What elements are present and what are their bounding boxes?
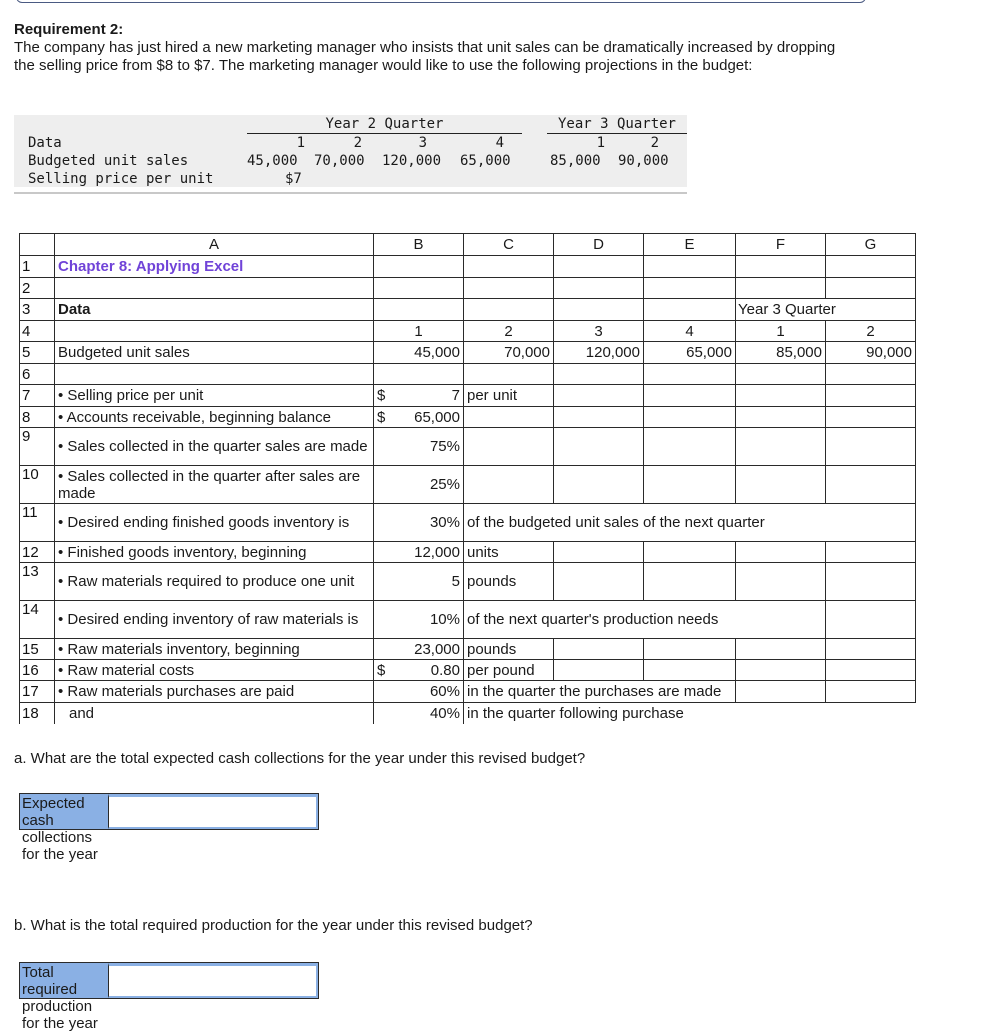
question-a-text: a. What are the total expected cash collections for the year under this revised budget? (14, 750, 586, 767)
row-number: 3 (20, 299, 55, 321)
rm-purchases-paid-same-note: in the quarter the purchases are made (464, 681, 736, 703)
currency-symbol: $ (377, 408, 386, 426)
budgeted-unit-sales-label: Budgeted unit sales (55, 342, 374, 364)
desired-ending-fg-inventory-note: of the budgeted unit sales of the next quarter (464, 504, 916, 542)
row-number: 2 (20, 278, 55, 299)
quarter-number: 2 (353, 135, 362, 151)
fg-inventory-beginning-label: • Finished goods inventory, beginning (55, 542, 374, 563)
selling-price-value: $7 (285, 171, 302, 187)
required-production-label: Total required production for the year (20, 963, 108, 998)
row-number: 4 (20, 321, 55, 342)
sales-value: 70,000 (464, 342, 554, 364)
table-row (20, 681, 916, 703)
row-number: 6 (20, 364, 55, 385)
table-row (20, 428, 916, 466)
selling-price-label: • Selling price per unit (55, 385, 374, 407)
rm-purchases-paid-next-value: 40% (374, 703, 464, 724)
required-production-answer-row (19, 962, 319, 1032)
projection-data-block (14, 115, 687, 187)
data-section-label: Data (55, 299, 374, 321)
quarter-number: 3 (418, 135, 427, 151)
row-number: 11 (20, 504, 55, 542)
row-number: 9 (20, 428, 55, 466)
requirement-text: The company has just hired a new marketing manager who insists that unit sales can be dramatically increased by dropping the selling price from $8 to $7. The marketing manager would like to use the following projections in the budget: (14, 39, 836, 74)
sales-collected-same-quarter-label: • Sales collected in the quarter sales are made (55, 428, 374, 466)
sales-value: 45,000 (374, 342, 464, 364)
cash-collections-answer-row (19, 793, 319, 863)
row-number: 18 (20, 703, 55, 724)
excel-sheet (19, 233, 916, 724)
sales-collected-same-quarter-value: 75% (374, 428, 464, 466)
column-header[interactable]: C (464, 234, 554, 256)
fg-inventory-beginning-note: units (464, 542, 554, 563)
year3-quarter-header: Year 3 Quarter (547, 115, 687, 134)
rm-inventory-beginning-value: 23,000 (374, 639, 464, 660)
quarter-number: 1 (736, 321, 826, 342)
row-number: 8 (20, 407, 55, 428)
table-row (20, 278, 916, 299)
table-row (20, 299, 916, 321)
desired-ending-fg-inventory-label: • Desired ending finished goods inventory is (55, 504, 374, 542)
row-number: 10 (20, 466, 55, 504)
table-row (20, 639, 916, 660)
data-label: Data (28, 135, 62, 151)
sales-value: 65,000 (460, 153, 511, 169)
table-row (20, 563, 916, 601)
raw-material-costs-label: • Raw material costs (55, 660, 374, 681)
sales-value: 65,000 (644, 342, 736, 364)
sales-value: 70,000 (314, 153, 365, 169)
raw-material-costs-value: 0.80 (430, 661, 460, 679)
currency-symbol: $ (377, 387, 386, 404)
rm-inventory-beginning-label: • Raw materials inventory, beginning (55, 639, 374, 660)
table-row (20, 542, 916, 563)
table-row (20, 660, 916, 681)
desired-ending-rm-inventory-value: 10% (374, 601, 464, 639)
row-number: 1 (20, 256, 55, 278)
table-row (20, 407, 916, 428)
table-row (20, 364, 916, 385)
accounts-receivable-value: 65,000 (414, 408, 460, 426)
currency-symbol: $ (377, 661, 386, 679)
column-header[interactable]: B (374, 234, 464, 256)
sales-collected-next-quarter-label: • Sales collected in the quarter after sales are made (55, 466, 374, 504)
accounts-receivable-label: • Accounts receivable, beginning balance (55, 407, 374, 428)
column-header[interactable]: G (826, 234, 916, 256)
row-number: 14 (20, 601, 55, 639)
row-number: 7 (20, 385, 55, 407)
column-header-row (20, 234, 916, 256)
year2-quarter-header: Year 2 Quarter (247, 115, 522, 134)
corner-cell (20, 234, 55, 256)
sales-value: 120,000 (554, 342, 644, 364)
raw-materials-per-unit-value: 5 (374, 563, 464, 601)
table-row (20, 342, 916, 364)
raw-materials-per-unit-note: pounds (464, 563, 554, 601)
desired-ending-rm-inventory-note: of the next quarter's production needs (464, 601, 826, 639)
row-number: 13 (20, 563, 55, 601)
quarter-number: 2 (650, 135, 659, 151)
selling-price-value: 7 (451, 387, 460, 404)
required-production-input[interactable] (108, 963, 318, 998)
sales-collected-next-quarter-value: 25% (374, 466, 464, 504)
desired-ending-rm-inventory-label: • Desired ending inventory of raw materials is (55, 601, 374, 639)
row-number: 5 (20, 342, 55, 364)
quarter-number: 1 (374, 321, 464, 342)
quarter-number: 4 (644, 321, 736, 342)
table-row (20, 504, 916, 542)
table-row (20, 466, 916, 504)
quarter-number: 3 (554, 321, 644, 342)
desired-ending-fg-inventory-value: 30% (374, 504, 464, 542)
table-row (20, 703, 916, 724)
quarter-number: 2 (464, 321, 554, 342)
sheet-title: Chapter 8: Applying Excel (55, 256, 374, 278)
rm-purchases-paid-label: • Raw materials purchases are paid (55, 681, 374, 703)
sales-value: 45,000 (247, 153, 298, 169)
column-header[interactable]: D (554, 234, 644, 256)
sales-value: 90,000 (618, 153, 669, 169)
row-number: 12 (20, 542, 55, 563)
table-row (20, 385, 916, 407)
table-row (20, 321, 916, 342)
quarter-number: 1 (596, 135, 605, 151)
sales-value: 90,000 (826, 342, 916, 364)
table-row (20, 601, 916, 639)
row-number: 16 (20, 660, 55, 681)
question-b-text: b. What is the total required production for the year under this revised budget? (14, 917, 533, 934)
quarter-number: 2 (826, 321, 916, 342)
selling-price-label: Selling price per unit (28, 171, 214, 187)
requirement-title: Requirement 2: (14, 21, 124, 38)
rm-purchases-and-label: and (55, 703, 374, 724)
sales-value: 85,000 (736, 342, 826, 364)
raw-materials-per-unit-label: • Raw materials required to produce one unit (55, 563, 374, 601)
column-header[interactable]: F (736, 234, 826, 256)
row-number: 17 (20, 681, 55, 703)
column-header[interactable]: E (644, 234, 736, 256)
raw-material-costs-note: per pound (464, 660, 554, 681)
rm-inventory-beginning-note: pounds (464, 639, 554, 660)
table-row (20, 256, 916, 278)
quarter-number: 1 (296, 135, 305, 151)
sales-value: 85,000 (550, 153, 601, 169)
budgeted-unit-sales-label: Budgeted unit sales (28, 153, 189, 169)
quarter-number: 4 (495, 135, 504, 151)
column-header[interactable]: A (55, 234, 374, 256)
fg-inventory-beginning-value: 12,000 (374, 542, 464, 563)
rm-purchases-paid-same-value: 60% (374, 681, 464, 703)
sales-value: 120,000 (382, 153, 442, 169)
row-number: 15 (20, 639, 55, 660)
cash-collections-input[interactable] (108, 794, 318, 829)
unit-note: per unit (464, 385, 554, 407)
cash-collections-label: Expected cash collections for the year (20, 794, 108, 829)
year3-quarter-label: Year 3 Quarter (736, 299, 916, 321)
previous-panel-frame (16, 0, 866, 3)
rm-purchases-paid-next-note: in the quarter following purchase (464, 703, 736, 724)
